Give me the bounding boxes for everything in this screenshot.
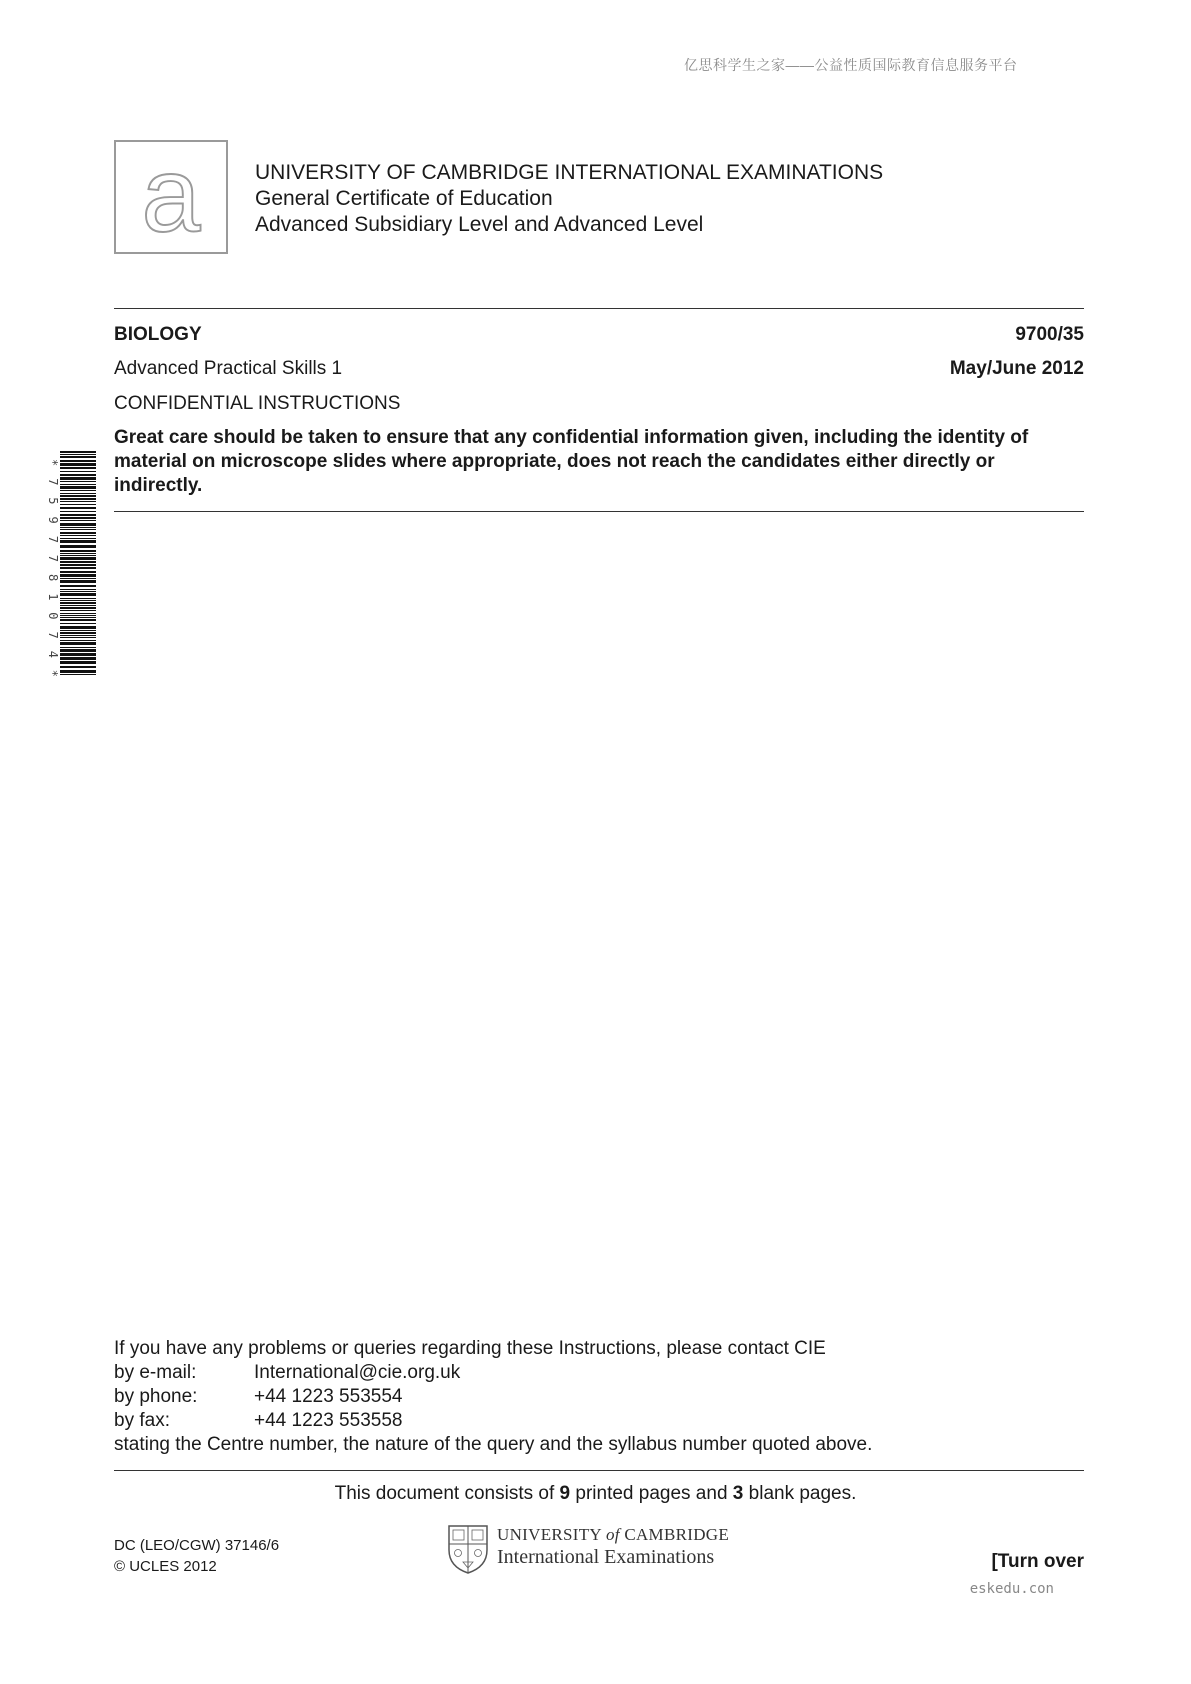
contact-email-row xyxy=(114,1361,872,1385)
barcode-bar xyxy=(60,498,96,500)
barcode-digit: 7 xyxy=(46,631,60,639)
barcode-bar xyxy=(60,504,96,505)
barcode-digit: 9 xyxy=(46,516,60,524)
email-label: by e-mail: xyxy=(114,1362,197,1383)
barcode-bar xyxy=(60,567,96,569)
barcode-bar xyxy=(60,529,96,530)
subject-title: BIOLOGY xyxy=(114,324,202,345)
phone-number: +44 1223 553554 xyxy=(254,1386,403,1407)
barcode-bar xyxy=(60,484,96,485)
document-type: CONFIDENTIAL INSTRUCTIONS xyxy=(114,393,401,414)
cie-logo xyxy=(114,140,228,254)
barcode-bar xyxy=(60,593,96,596)
barcode-bar xyxy=(60,486,96,489)
barcode-bar xyxy=(60,467,96,469)
barcode-bar xyxy=(60,602,96,604)
barcode-bar xyxy=(60,511,96,512)
level: Advanced Subsidiary Level and Advanced Level xyxy=(255,213,704,236)
barcode-bar xyxy=(60,454,96,455)
barcode-digit: 7 xyxy=(46,535,60,543)
barcode-bar xyxy=(60,657,96,660)
barcode-bar xyxy=(60,653,96,656)
barcode-bar xyxy=(60,460,96,462)
barcode-bar xyxy=(60,591,96,592)
contact-fax-row xyxy=(114,1409,872,1433)
barcode-bar xyxy=(60,571,96,573)
top-divider xyxy=(114,308,1084,309)
barcode-bar xyxy=(60,617,96,618)
blank-pages-count: 3 xyxy=(732,1483,744,1504)
copyright-notice: © UCLES 2012 xyxy=(114,1558,217,1575)
warning-divider xyxy=(114,511,1084,512)
barcode-bar xyxy=(60,649,96,652)
barcode-bar xyxy=(60,532,96,534)
barcode-bar xyxy=(60,463,96,466)
barcode-bar xyxy=(60,550,96,552)
barcode-bar xyxy=(60,555,96,556)
barcode-bar xyxy=(60,623,96,624)
contact-outro: stating the Centre number, the nature of the query and the syllabus number quoted above. xyxy=(114,1434,873,1455)
watermark-footer: eskedu.con xyxy=(969,1581,1054,1597)
contact-info xyxy=(114,1337,872,1457)
barcode-digit: * xyxy=(46,669,60,678)
barcode-bar xyxy=(60,589,96,590)
barcode-digit: 1 xyxy=(46,593,60,601)
barcode-bar xyxy=(60,523,96,526)
fax-label: by fax: xyxy=(114,1410,170,1431)
barcode-bar xyxy=(60,666,96,668)
barcode-bar xyxy=(60,538,96,539)
letter-a-logo-icon xyxy=(116,142,226,252)
page-count-note: This document consists of 9 printed pages and 3 blank pages. xyxy=(334,1483,857,1504)
barcode-bar xyxy=(60,626,96,629)
barcode-bar xyxy=(60,640,96,641)
barcode-bar xyxy=(60,607,96,609)
qualification: General Certificate of Education xyxy=(255,187,553,210)
barcode-bar xyxy=(60,605,96,606)
barcode-bar xyxy=(60,481,96,482)
barcode-bar xyxy=(60,557,96,560)
barcode-bar xyxy=(60,610,96,611)
barcode-bar xyxy=(60,619,96,621)
barcode-bar xyxy=(60,637,96,638)
document-reference: DC (LEO/CGW) 37146/6 xyxy=(114,1537,280,1554)
exam-session: May/June 2012 xyxy=(949,358,1084,379)
barcode-bar xyxy=(60,615,96,616)
barcode-bar xyxy=(60,456,96,458)
barcode-bar xyxy=(60,613,96,614)
phone-label: by phone: xyxy=(114,1386,198,1407)
barcode-bar xyxy=(60,553,96,554)
cambridge-wordmark: UNIVERSITY of CAMBRIDGE International Examinations xyxy=(497,1525,730,1568)
barcode-bar xyxy=(60,490,96,491)
turn-over-label: [Turn over xyxy=(991,1551,1084,1572)
barcode-bar xyxy=(60,540,96,543)
barcode-bar xyxy=(60,635,96,636)
barcode-bar xyxy=(60,527,96,528)
bottom-divider xyxy=(114,1470,1084,1471)
barcode-bar xyxy=(60,507,96,509)
printed-pages-count: 9 xyxy=(559,1483,571,1504)
barcode-digit: * xyxy=(46,458,60,467)
barcode-bar xyxy=(60,642,96,645)
barcode-bar xyxy=(60,493,96,494)
barcode-digit: 4 xyxy=(46,650,60,658)
barcode-bar xyxy=(60,674,96,675)
barcode-bar xyxy=(60,630,96,631)
cambridge-crest-icon xyxy=(447,1524,489,1574)
barcode-bar xyxy=(60,578,96,579)
barcode-digit: 7 xyxy=(46,554,60,563)
barcode-icon xyxy=(44,449,98,679)
barcode-bar xyxy=(60,545,96,548)
barcode-digit: 7 xyxy=(46,478,60,486)
confidentiality-warning: Great care should be taken to ensure that any confidential information given, including the identity of material on microscope slides where appropriate, does not reach the candidates either directly or indirectly. xyxy=(114,427,1029,496)
barcode-digit: 8 xyxy=(46,573,60,582)
watermark-header: 亿思科学生之家——公益性质国际教育信息服务平台 xyxy=(684,57,1018,73)
barcode-bar xyxy=(60,670,96,673)
barcode-bar xyxy=(60,474,96,476)
barcode-bar xyxy=(60,451,96,453)
barcode-bar xyxy=(60,517,96,519)
svg-text:a: a xyxy=(141,142,201,252)
fax-number: +44 1223 553558 xyxy=(254,1410,403,1431)
barcode-bar xyxy=(60,514,96,516)
paper-title: Advanced Practical Skills 1 xyxy=(114,358,343,379)
barcode-bar xyxy=(60,561,96,563)
email-address[interactable]: International@cie.org.uk xyxy=(254,1362,461,1383)
barcode-bar xyxy=(60,564,96,566)
exam-board-header xyxy=(255,160,883,238)
barcode-bar xyxy=(60,600,96,601)
barcode-bar xyxy=(60,501,96,502)
barcode-bar xyxy=(60,574,96,577)
barcode-bar xyxy=(60,471,96,472)
barcode-digit: 5 xyxy=(46,497,60,505)
syllabus-code: 9700/35 xyxy=(1015,324,1084,345)
barcode-bar xyxy=(60,585,96,587)
barcode-bar xyxy=(60,535,96,536)
barcode-bar xyxy=(60,520,96,521)
barcode-bar xyxy=(60,598,96,599)
contact-intro: If you have any problems or queries regarding these Instructions, please contact CIE xyxy=(114,1338,826,1359)
barcode-bar xyxy=(60,647,96,648)
barcode-digit: 0 xyxy=(46,612,60,620)
barcode-bar xyxy=(60,477,96,480)
barcode-bar xyxy=(60,495,96,497)
contact-phone-row xyxy=(114,1385,872,1409)
footer-reference xyxy=(114,1535,279,1577)
board-name: UNIVERSITY OF CAMBRIDGE INTERNATIONAL EXAMINATIONS xyxy=(255,161,884,184)
barcode-bar xyxy=(60,661,96,664)
barcode-bar xyxy=(60,580,96,583)
barcode-bar xyxy=(60,632,96,634)
